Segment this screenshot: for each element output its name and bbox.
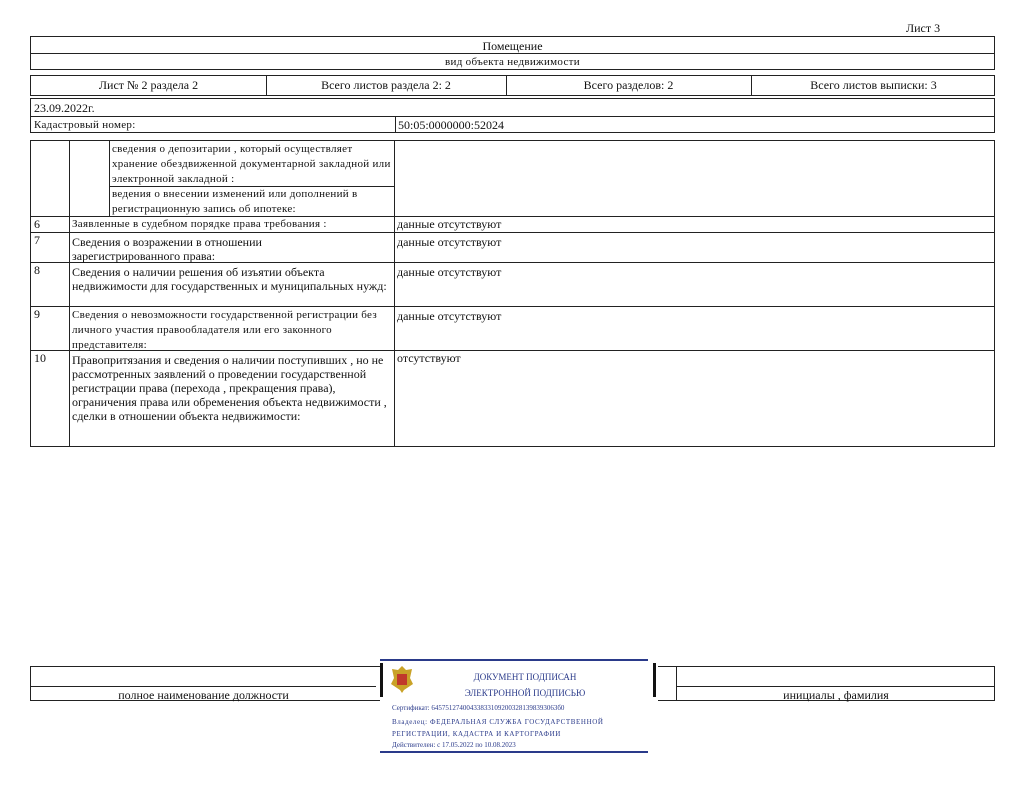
row-7-value: данные отсутствуют (397, 235, 502, 249)
stamp-validity: Действителен: с 17.05.2022 по 10.08.2023 (392, 741, 516, 749)
stamp-title-2: ЭЛЕКТРОННОЙ ПОДПИСЬЮ (464, 688, 586, 698)
row-8-value: данные отсутствуют (397, 265, 502, 279)
row-9-num: 9 (34, 307, 40, 321)
row-9-label: Сведения о невозможности государственной регистрации без личного участия правообладателя или его законного представителя: (72, 309, 378, 351)
position-caption: полное наименование должности (118, 688, 289, 702)
cadastral-label: Кадастровый номер: (34, 119, 136, 131)
sheet-info-row (30, 75, 995, 96)
stamp-owner-1: Владелец: ФЕДЕРАЛЬНАЯ СЛУЖБА ГОСУДАРСТВЕННОЙ (392, 718, 604, 726)
name-caption: инициалы , фамилия (783, 688, 889, 702)
row-10-label: Правопритязания и сведения о наличии поступивших , но не рассмотренных заявлений о проведении государственной регистрации права (перехода , прекращения права), ограничения права или обременения объекта недвижимости , сделки в отношении объекта недвижимости: (72, 353, 387, 423)
sheet-info-2: Всего разделов: 2 (583, 78, 674, 92)
stamp-certificate: Сертификат: 645751274004338331092003281398393063б0 (392, 704, 565, 712)
row-10-num: 10 (34, 351, 46, 365)
date: 23.09.2022г. (34, 101, 95, 115)
sheet-info-1: Всего листов раздела 2: 2 (321, 78, 451, 92)
row-8-num: 8 (34, 263, 40, 277)
e-signature-stamp (380, 659, 658, 753)
row-6-label: Заявленные в судебном порядке права требования : (72, 218, 327, 230)
row-9-value: данные отсутствуют (397, 309, 502, 323)
cadastral-number: 50:05:0000000:52024 (398, 118, 505, 132)
sheet-info-3: Всего листов выписки: 3 (810, 78, 937, 92)
row-7-label: Сведения о возражении в отношении зарегистрированного права: (72, 235, 262, 263)
sheet-number: Лист 3 (906, 21, 941, 35)
sheet-info-0: Лист № 2 раздела 2 (98, 78, 199, 92)
object-type-caption: вид объекта недвижимости (445, 56, 580, 68)
row-depositary-label: сведения о депозитарии , который осуществляет хранение обездвиженной документарной закладной или электронной закладной : (112, 143, 391, 185)
row-mortgage-changes-label: ведения о внесении изменений или дополнений в регистрационную запись об ипотеке: (112, 188, 358, 215)
row-10-value: отсутствуют (397, 351, 461, 365)
object-type-box (30, 36, 995, 70)
stamp-owner-2: РЕГИСТРАЦИИ, КАДАСТРА И КАРТОГРАФИИ (392, 730, 561, 738)
row-6-value: данные отсутствуют (397, 217, 502, 231)
details-table (30, 140, 995, 447)
date-cadastral-box (30, 98, 995, 133)
coat-of-arms-icon (390, 664, 414, 694)
row-7-num: 7 (34, 233, 40, 247)
object-type: Помещение (482, 39, 543, 53)
row-8-label: Сведения о наличии решения об изъятии объекта недвижимости для государственных и муниципальных нужд: (72, 265, 387, 293)
stamp-title-1: ДОКУМЕНТ ПОДПИСАН (473, 672, 577, 682)
row-6-num: 6 (34, 217, 40, 231)
